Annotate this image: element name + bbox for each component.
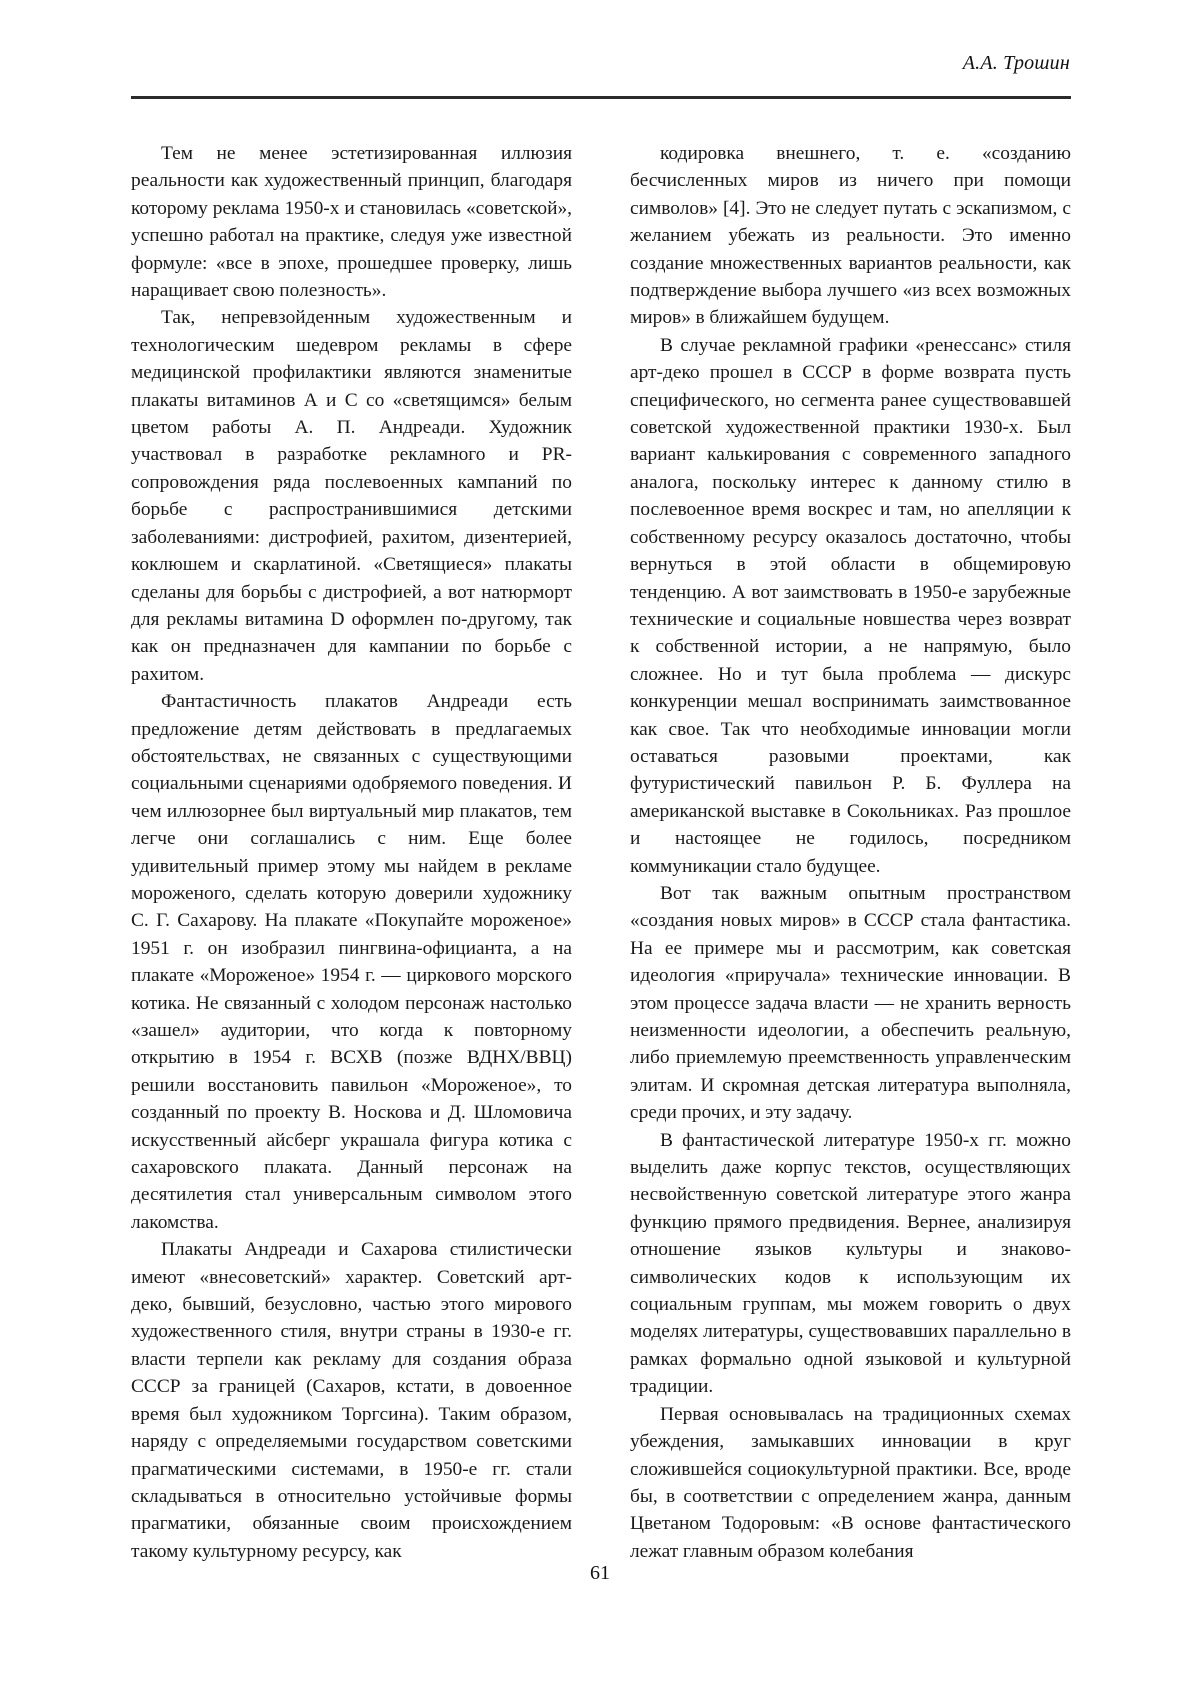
paragraph: В случае рекламной графики «ренессанс» стиля арт-деко прошел в СССР в форме возврата пусть специфического, но сегмента ранее существовавшей советской художественной практики 1930-х. Был вариант калькирования с современного западного аналога, поскольку интерес к данному стилю в послевоенное время воскрес и там, но апелляции к собственному ресурсу оказалось достаточно, чтобы вернуться в этой области в общемировую тенденцию. А вот заимствовать в 1950-е зарубежные технические и социальные новшества через возврат к собственной истории, а не напрямую, было сложнее. Но и тут была проблема — дискурс конкуренции мешал воспринимать заимствованное как свое. Так что необходимые инновации могли оставаться разовыми проектами, как футуристический павильон Р. Б. Фуллера на американской выставке в Сокольниках. Раз прошлое и настоящее не годилось, посредником коммуникации стало будущее. [630,334,1071,877]
right-column [630,140,1071,1565]
paragraph: В фантастической литературе 1950-х гг. можно выделить даже корпус текстов, осуществляющих несвойственную советской литературе этого жанра функцию прямого предвидения. Вернее, анализируя отношение языков культуры и знаково-символических кодов к использующим их социальным группам, мы можем говорить о двух моделях литературы, существовавших параллельно в рамках формально одной языковой и культурной традиции. [630,1129,1071,1398]
header-rule [131,96,1071,99]
paragraph: Первая основывалась на традиционных схемах убеждения, замыкавших инновации в круг сложившейся социокультурной практики. Все, вроде бы, в соответствии с определением жанра, данным Цветаном Тодоровым: «В основе фантастического лежат главным образом колебания [630,1403,1071,1562]
running-head [130,52,1070,75]
left-column [131,140,572,1565]
body-columns [131,140,1071,1565]
paragraph: Тем не менее эстетизированная иллюзия реальности как художественный принцип, благодаря которому реклама 1950-х и становилась «советской», успешно работал на практике, следуя уже известной формуле: «все в эпохе, прошедшее проверку, лишь наращивает свою полезность». [131,143,572,302]
page-number: 61 [590,1562,610,1584]
paragraph: Вот так важным опытным пространством «создания новых миров» в СССР стала фантастика. На ее примере мы и рассмотрим, как советская идеология «приручала» технические инновации. В этом процессе задача власти — не хранить верность неизменности идеологии, а обеспечить реальную, либо приемлемую преемственность управленческим элитам. И скромная детская литература выполняла, среди прочих, и эту задачу. [630,882,1071,1124]
paragraph: Фантастичность плакатов Андреади есть предложение детям действовать в предлагаемых обстоятельствах, не связанных с существующими социальными сценариями одобряемого поведения. И чем иллюзорнее был виртуальный мир плакатов, тем легче они соглашались с ним. Еще более удивительный пример этому мы найдем в рекламе мороженого, сделать которую доверили художнику С. Г. Сахарову. На плакате «Покупайте мороженое» 1951 г. он изобразил пингвина-официанта, а на плакате «Мороженое» 1954 г. — циркового морского котика. Не связанный с холодом персонаж настолько «зашел» аудитории, что когда к повторному открытию в 1954 г. ВСХВ (позже ВДНХ/ВВЦ) решили восстановить павильон «Мороженое», то созданный по проекту В. Носкова и Д. Шломовича искусственный айсберг украшала фигура котика с сахаровского плаката. Данный персонаж на десятилетия стал универсальным символом этого лакомства. [131,691,572,1233]
running-head-author: А.А. Трошин [962,52,1070,74]
paragraph: Так, непревзойденным художественным и технологическим шедевром рекламы в сфере медицинской профилактики являются знаменитые плакаты витаминов А и С со «светящимся» белым цветом работы А. П. Андреади. Художник участвовал в разработке рекламного и PR-сопровождения ряда послевоенных кампаний по борьбе с распространившимися детскими заболеваниями: дистрофией, рахитом, дизентерией, коклюшем и скарлатиной. «Светящиеся» плакаты сделаны для борьбы с дистрофией, а вот натюрморт для рекламы витамина D оформлен по-другому, так как он предназначен для кампании по борьбе с рахитом. [131,307,572,685]
paragraph: кодировка внешнего, т. е. «созданию бесчисленных миров из ничего при помощи символов» [4]. Это не следует путать с эскапизмом, с желанием убежать из реальности. Это именно создание множественных вариантов реальности, как подтверждение выбора лучшего «из всех возможных миров» в ближайшем будущем. [630,143,1071,329]
paragraph: Плакаты Андреади и Сахарова стилистически имеют «внесоветский» характер. Советский арт-деко, бывший, безусловно, частью этого мирового художественного стиля, внутри страны в 1930-е гг. власти терпели как рекламу для создания образа СССР за границей (Сахаров, кстати, в довоенное время был художником Торгсина). Таким образом, наряду с определяемыми государством советскими прагматическими системами, в 1950-е гг. стали складываться в относительно устойчивые формы прагматики, обязанные своим происхождением такому культурному ресурсу, как [131,1239,572,1562]
